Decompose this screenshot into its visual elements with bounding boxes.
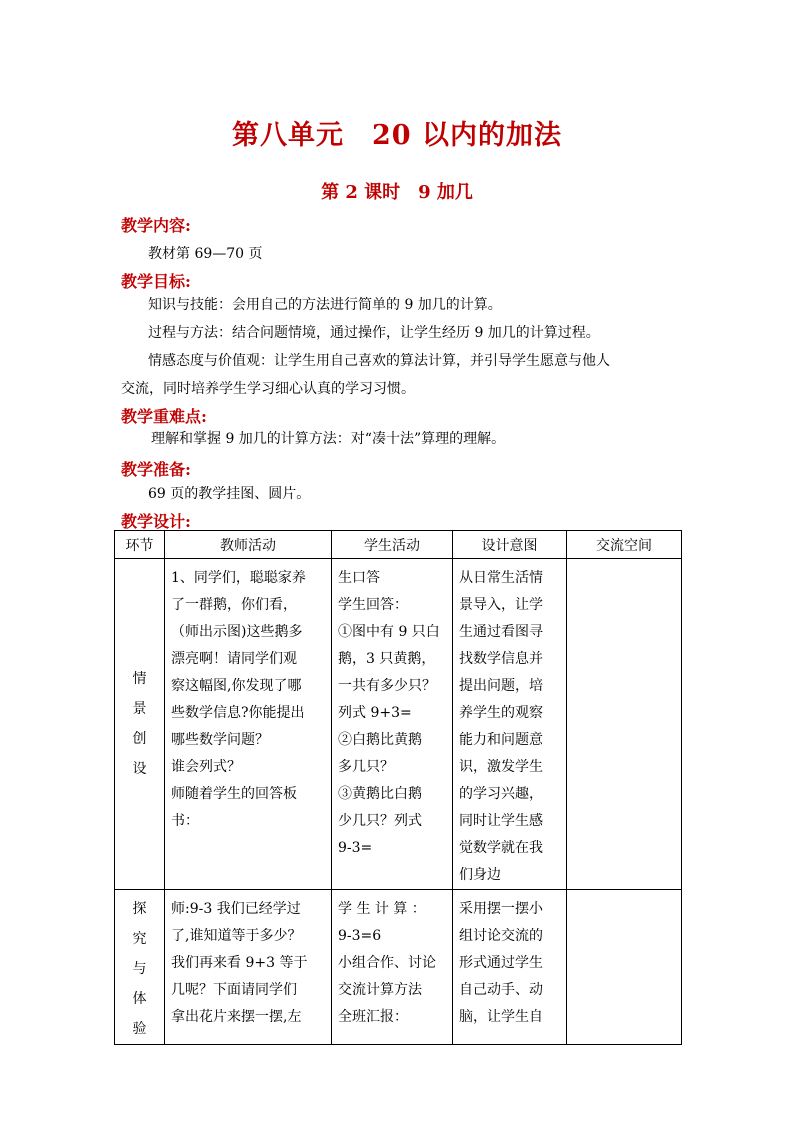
phase-char: 设 xyxy=(132,761,147,777)
discussion-space-cell[interactable] xyxy=(567,890,682,1045)
header-teacher: 教师活动 xyxy=(165,531,332,559)
text-line: 察这幅图,你发现了哪 xyxy=(171,678,302,694)
header-space: 交流空间 xyxy=(567,531,682,559)
text-line: 些数学信息?你能提出 xyxy=(171,705,305,721)
text-line: 提出问题，培 xyxy=(459,678,543,694)
prep-text: 69 页的教学挂图、圆片。 xyxy=(148,486,311,502)
text-line: 多几只？ xyxy=(338,759,394,775)
text-line: 脑，让学生自 xyxy=(459,1009,543,1025)
design-intent-cell xyxy=(453,890,567,1045)
design-heading: 教学设计: xyxy=(121,512,191,531)
text-line: 书： xyxy=(171,813,199,829)
text-line: 师随着学生的回答板 xyxy=(171,786,297,802)
text-line: 形式通过学生 xyxy=(459,955,543,971)
text-line: 9-3=6 xyxy=(338,928,382,944)
text-line: （师出示图)这些鹅多 xyxy=(171,624,303,640)
phase-cell xyxy=(115,890,165,1045)
header-phase: 环节 xyxy=(115,531,165,559)
goal-item: 交流，同时培养学生学习细心认真的学习习惯。 xyxy=(121,381,415,397)
content-text: 教材第 69—70 页 xyxy=(148,246,263,262)
text-line: 能力和问题意 xyxy=(459,732,543,748)
phase-char: 与 xyxy=(132,961,147,977)
goals-heading: 教学目标: xyxy=(121,272,191,291)
page-title: 第八单元 20 以内的加法 xyxy=(232,120,562,151)
text-line: 了,谁知道等于多少？ xyxy=(171,928,302,944)
phase-char: 创 xyxy=(132,731,147,747)
text-line: 景导入，让学 xyxy=(459,597,543,613)
text-line: 了一群鹅，你们看， xyxy=(171,597,297,613)
text-line: 从日常生活情 xyxy=(459,570,543,586)
phase-cell xyxy=(115,559,165,890)
phase-char: 景 xyxy=(132,701,147,717)
phase-char: 究 xyxy=(132,931,147,947)
text-line: 列式 9+3= xyxy=(338,705,412,721)
text-line: 觉数学就在我 xyxy=(459,840,543,856)
design-table xyxy=(114,530,682,1045)
text-line: 生口答 xyxy=(338,570,380,586)
table-row xyxy=(115,559,682,890)
keypoints-heading: 教学重难点: xyxy=(121,407,207,426)
discussion-space-text xyxy=(567,890,681,896)
text-line: 一共有多少只？ xyxy=(338,678,436,694)
text-line: 生通过看图寻 xyxy=(459,624,543,640)
prep-heading: 教学准备: xyxy=(121,460,191,479)
text-line: 组讨论交流的 xyxy=(459,928,543,944)
text-line: ②白鹅比黄鹅 xyxy=(338,732,422,748)
teacher-activity-cell xyxy=(165,890,332,1045)
text-line: 识，激发学生 xyxy=(459,759,543,775)
text-line: 交流计算方法 xyxy=(338,982,422,998)
student-activity-cell xyxy=(332,890,453,1045)
text-line: 小组合作、讨论 xyxy=(338,955,436,971)
text-line: 9-3= xyxy=(338,840,373,856)
keypoints-text: 理解和掌握 9 加几的计算方法：对“凑十法”算理的理解。 xyxy=(151,431,506,447)
goals-list xyxy=(121,291,681,403)
text-line: 1、同学们，聪聪家养 xyxy=(171,570,306,586)
text-line: 拿出花片来摆一摆,左 xyxy=(171,1009,302,1025)
text-line: 同时让学生感 xyxy=(459,813,543,829)
discussion-space-text xyxy=(567,559,681,565)
text-line: 养学生的观察 xyxy=(459,705,543,721)
text-line: 学 生 计 算 ： xyxy=(338,901,426,917)
text-line: 我们再来看 9+3 等于 xyxy=(171,955,308,971)
text-line: 们身边 xyxy=(459,867,501,883)
goal-item: 情感态度与价值观：让学生用自己喜欢的算法计算，并引导学生愿意与他人 xyxy=(148,353,610,369)
goal-item: 过程与方法：结合问题情境，通过操作，让学生经历 9 加几的计算过程。 xyxy=(148,325,600,341)
discussion-space-cell[interactable] xyxy=(567,559,682,890)
lesson-subtitle: 第 2 课时 9 加几 xyxy=(321,182,473,203)
text-line: 的学习兴趣， xyxy=(459,786,543,802)
header-intent: 设计意图 xyxy=(453,531,567,559)
text-line: 谁会列式？ xyxy=(171,759,241,775)
phase-char: 验 xyxy=(132,1021,147,1037)
phase-char: 探 xyxy=(132,901,147,917)
text-line: 少几只？列式 xyxy=(338,813,422,829)
design-intent-cell xyxy=(453,559,567,890)
table-header-row xyxy=(115,531,682,559)
phase-char: 情 xyxy=(132,671,147,687)
table-row xyxy=(115,890,682,1045)
text-line: ①图中有 9 只白 xyxy=(338,624,440,640)
text-line: 采用摆一摆小 xyxy=(459,901,543,917)
text-line: 鹅，3 只黄鹅， xyxy=(338,651,436,667)
student-activity-cell xyxy=(332,559,453,890)
text-line: ③黄鹅比白鹅 xyxy=(338,786,422,802)
text-line: 漂亮啊！请同学们观 xyxy=(171,651,297,667)
text-line: 全班汇报： xyxy=(338,1009,408,1025)
content-heading: 教学内容: xyxy=(121,216,191,235)
text-line: 几呢？下面请同学们 xyxy=(171,982,297,998)
teacher-activity-cell xyxy=(165,559,332,890)
goal-item: 知识与技能：会用自己的方法进行简单的 9 加几的计算。 xyxy=(148,297,502,313)
text-line: 师:9-3 我们已经学过 xyxy=(171,901,301,917)
text-line: 自己动手、动 xyxy=(459,982,543,998)
header-student: 学生活动 xyxy=(332,531,453,559)
text-line: 哪些数学问题？ xyxy=(171,732,269,748)
text-line: 找数学信息并 xyxy=(459,651,543,667)
phase-char: 体 xyxy=(132,991,147,1007)
text-line: 学生回答： xyxy=(338,597,408,613)
